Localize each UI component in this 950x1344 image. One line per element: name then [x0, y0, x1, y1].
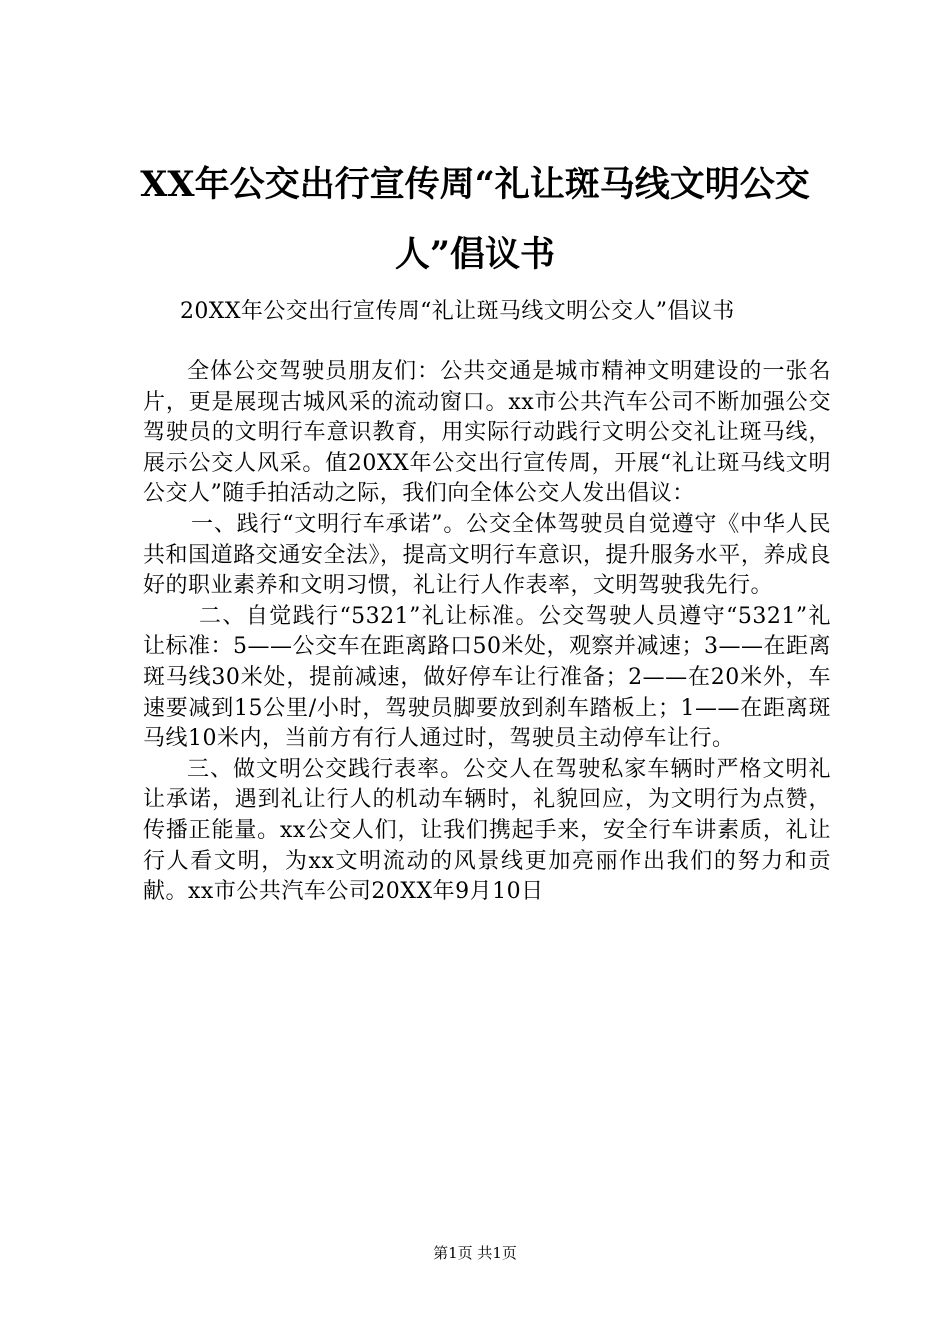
document-body [143, 357, 831, 908]
paragraph-item-one: 一、践行“文明行车承诺”。公交全体驾驶员自觉遵守《中华人民共和国道路交通安全法》，提高文明行车意识，提升服务水平，养成良好的职业素养和文明习惯，礼让行人作表率，文明驾驶我先行。 [143, 511, 831, 599]
paragraph-greeting: 全体公交驾驶员朋友们：公共交通是城市精神文明建设的一张名片，更是展现古城风采的流动窗口。xx市公共汽车公司不断加强公交驾驶员的文明行车意识教育，用实际行动践行文明公交礼让斑马线，展示公交人风采。值20XX年公交出行宣传周，开展“礼让斑马线文明公交人”随手拍活动之际，我们向全体公交人发出倡议： [143, 359, 831, 507]
document-title: XX年公交出行宣传周“礼让斑马线文明公交人”倡议书 [140, 164, 810, 275]
page-footer: 第1页 共1页 [433, 1244, 517, 1262]
paragraph-item-three: 三、做文明公交践行表率。公交人在驾驶私家车辆时严格文明礼让承诺，遇到礼让行人的机动车辆时，礼貌回应，为文明行为点赞，传播正能量。xx公交人们，让我们携起手来，安全行车讲素质，礼让行人看文明，为xx文明流动的风景线更加亮丽作出我们的努力和贡献。xx市公共汽车公司20XX年9月10日 [143, 756, 831, 905]
document-subtitle: 20XX年公交出行宣传周“礼让斑马线文明公交人”倡议书 [180, 299, 735, 324]
paragraph-item-two: 二、自觉践行“5321”礼让标准。公交驾驶人员遵守“5321”礼让标准：5——公交车在距离路口50米处，观察并减速；3——在距离斑马线30米处，提前减速，做好停车让行准备；2——在20米外，车速要减到15公里/小时，驾驶员脚要放到刹车踏板上；1——在距离斑马线10米内，当前方有行人通过时，驾驶员主动停车让行。 [143, 603, 831, 752]
